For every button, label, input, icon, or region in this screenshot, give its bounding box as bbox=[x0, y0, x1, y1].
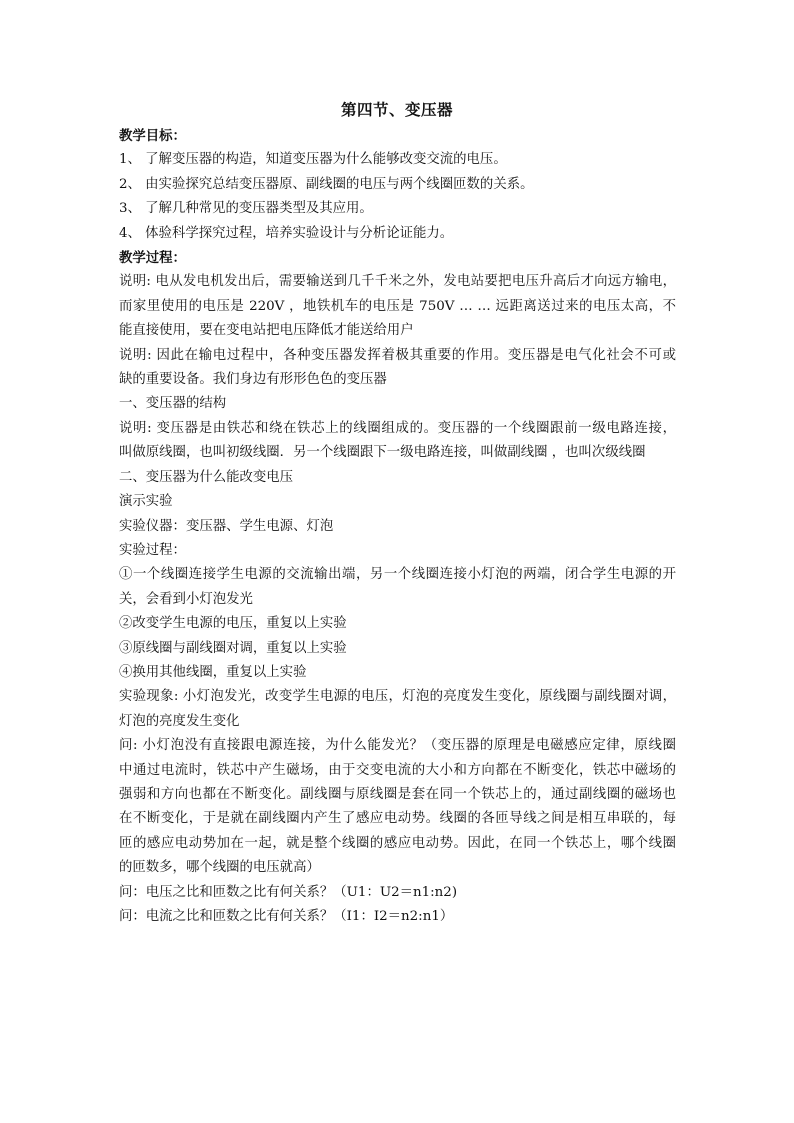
text-line: 说明: 电从发电机发出后，需要输送到几千千米之外，发电站要把电压升高后才向远方输电， bbox=[119, 274, 676, 290]
text-line: ②改变学生电源的电压，重复以上实验 bbox=[119, 616, 347, 632]
text-line: 问：电流之比和匝数之比有何关系？（I1：I2＝n2:n1） bbox=[119, 909, 454, 924]
text-line: 而家里使用的电压是 220V ，地铁机车的电压是 750V … … 远距离送过来的电压太高，不 bbox=[119, 298, 676, 314]
text-line: 能直接使用，要在变电站把电压降低才能送给用户 bbox=[119, 323, 414, 339]
text-line: 的匝数多，哪个线圈的电压就高） bbox=[119, 860, 320, 876]
text-line: 2、 由实验探究总结变压器原、副线圈的电压与两个线圈匝数的关系。 bbox=[119, 176, 534, 192]
text-line: 1、 了解变压器的构造，知道变压器为什么能够改变交流的电压。 bbox=[119, 152, 507, 168]
text-line: 缺的重要设备。我们身边有形形色色的变压器 bbox=[119, 372, 387, 388]
text-line: 在不断变化，于是就在副线圈内产生了感应电动势。线圈的各匝导线之间是相互串联的，每 bbox=[119, 811, 676, 827]
text-line: 问: 小灯泡没有直接跟电源连接，为什么能发光？（变压器的原理是电磁感应定律，原线圈 bbox=[119, 738, 676, 754]
text-line: 强弱和方向也都在不断变化。副线圈与原线圈是套在同一个铁芯上的，通过副线圈的磁场也 bbox=[119, 786, 676, 802]
text-line: 实验现象: 小灯泡发光，改变学生电源的电压，灯泡的亮度发生变化，原线圈与副线圈对调， bbox=[119, 689, 676, 705]
text-line: 问：电压之比和匝数之比有何关系？（U1：U2＝n1:n2) bbox=[119, 884, 458, 900]
text-line: 4、 体验科学探究过程，培养实验设计与分析论证能力。 bbox=[119, 225, 454, 241]
text-line: 实验过程： bbox=[119, 542, 186, 558]
text-line: ①一个线圈连接学生电源的交流输出端，另一个线圈连接小灯泡的两端，闭合学生电源的开 bbox=[119, 567, 676, 583]
text-line: 一、变压器的结构 bbox=[119, 396, 227, 412]
text-line: 说明: 变压器是由铁芯和绕在铁芯上的线圈组成的。变压器的一个线圈跟前一级电路连接， bbox=[119, 420, 676, 436]
section-heading: 教学目标： bbox=[119, 128, 186, 144]
text-line: 中通过电流时，铁芯中产生磁场，由于交变电流的大小和方向都在不断变化，铁芯中磁场的 bbox=[119, 762, 676, 778]
text-line: 3、 了解几种常见的变压器类型及其应用。 bbox=[119, 201, 373, 217]
text-line: 叫做原线圈，也叫初级线圈．另一个线圈跟下一级电路连接，叫做副线圈 ，也叫次级线圈 bbox=[119, 445, 646, 461]
text-line: 说明: 因此在输电过程中，各种变压器发挥着极其重要的作用。变压器是电气化社会不可或 bbox=[119, 347, 676, 363]
text-line: 二、变压器为什么能改变电压 bbox=[119, 469, 294, 485]
page-title: 第四节、变压器 bbox=[340, 100, 453, 119]
text-line: 匝的感应电动势加在一起，就是整个线圈的感应电动势。因此，在同一个铁芯上，哪个线圈 bbox=[119, 835, 676, 851]
text-line: 实验仪器：变压器、学生电源、灯泡 bbox=[119, 518, 334, 534]
text-line: 关，会看到小灯泡发光 bbox=[119, 591, 253, 607]
document-body bbox=[119, 124, 676, 929]
text-line: 灯泡的亮度发生变化 bbox=[119, 713, 240, 729]
text-line: ④换用其他线圈，重复以上实验 bbox=[119, 664, 307, 680]
text-line: ③原线圈与副线圈对调，重复以上实验 bbox=[119, 640, 347, 656]
text-line: 演示实验 bbox=[119, 494, 173, 510]
section-heading: 教学过程： bbox=[119, 250, 186, 267]
